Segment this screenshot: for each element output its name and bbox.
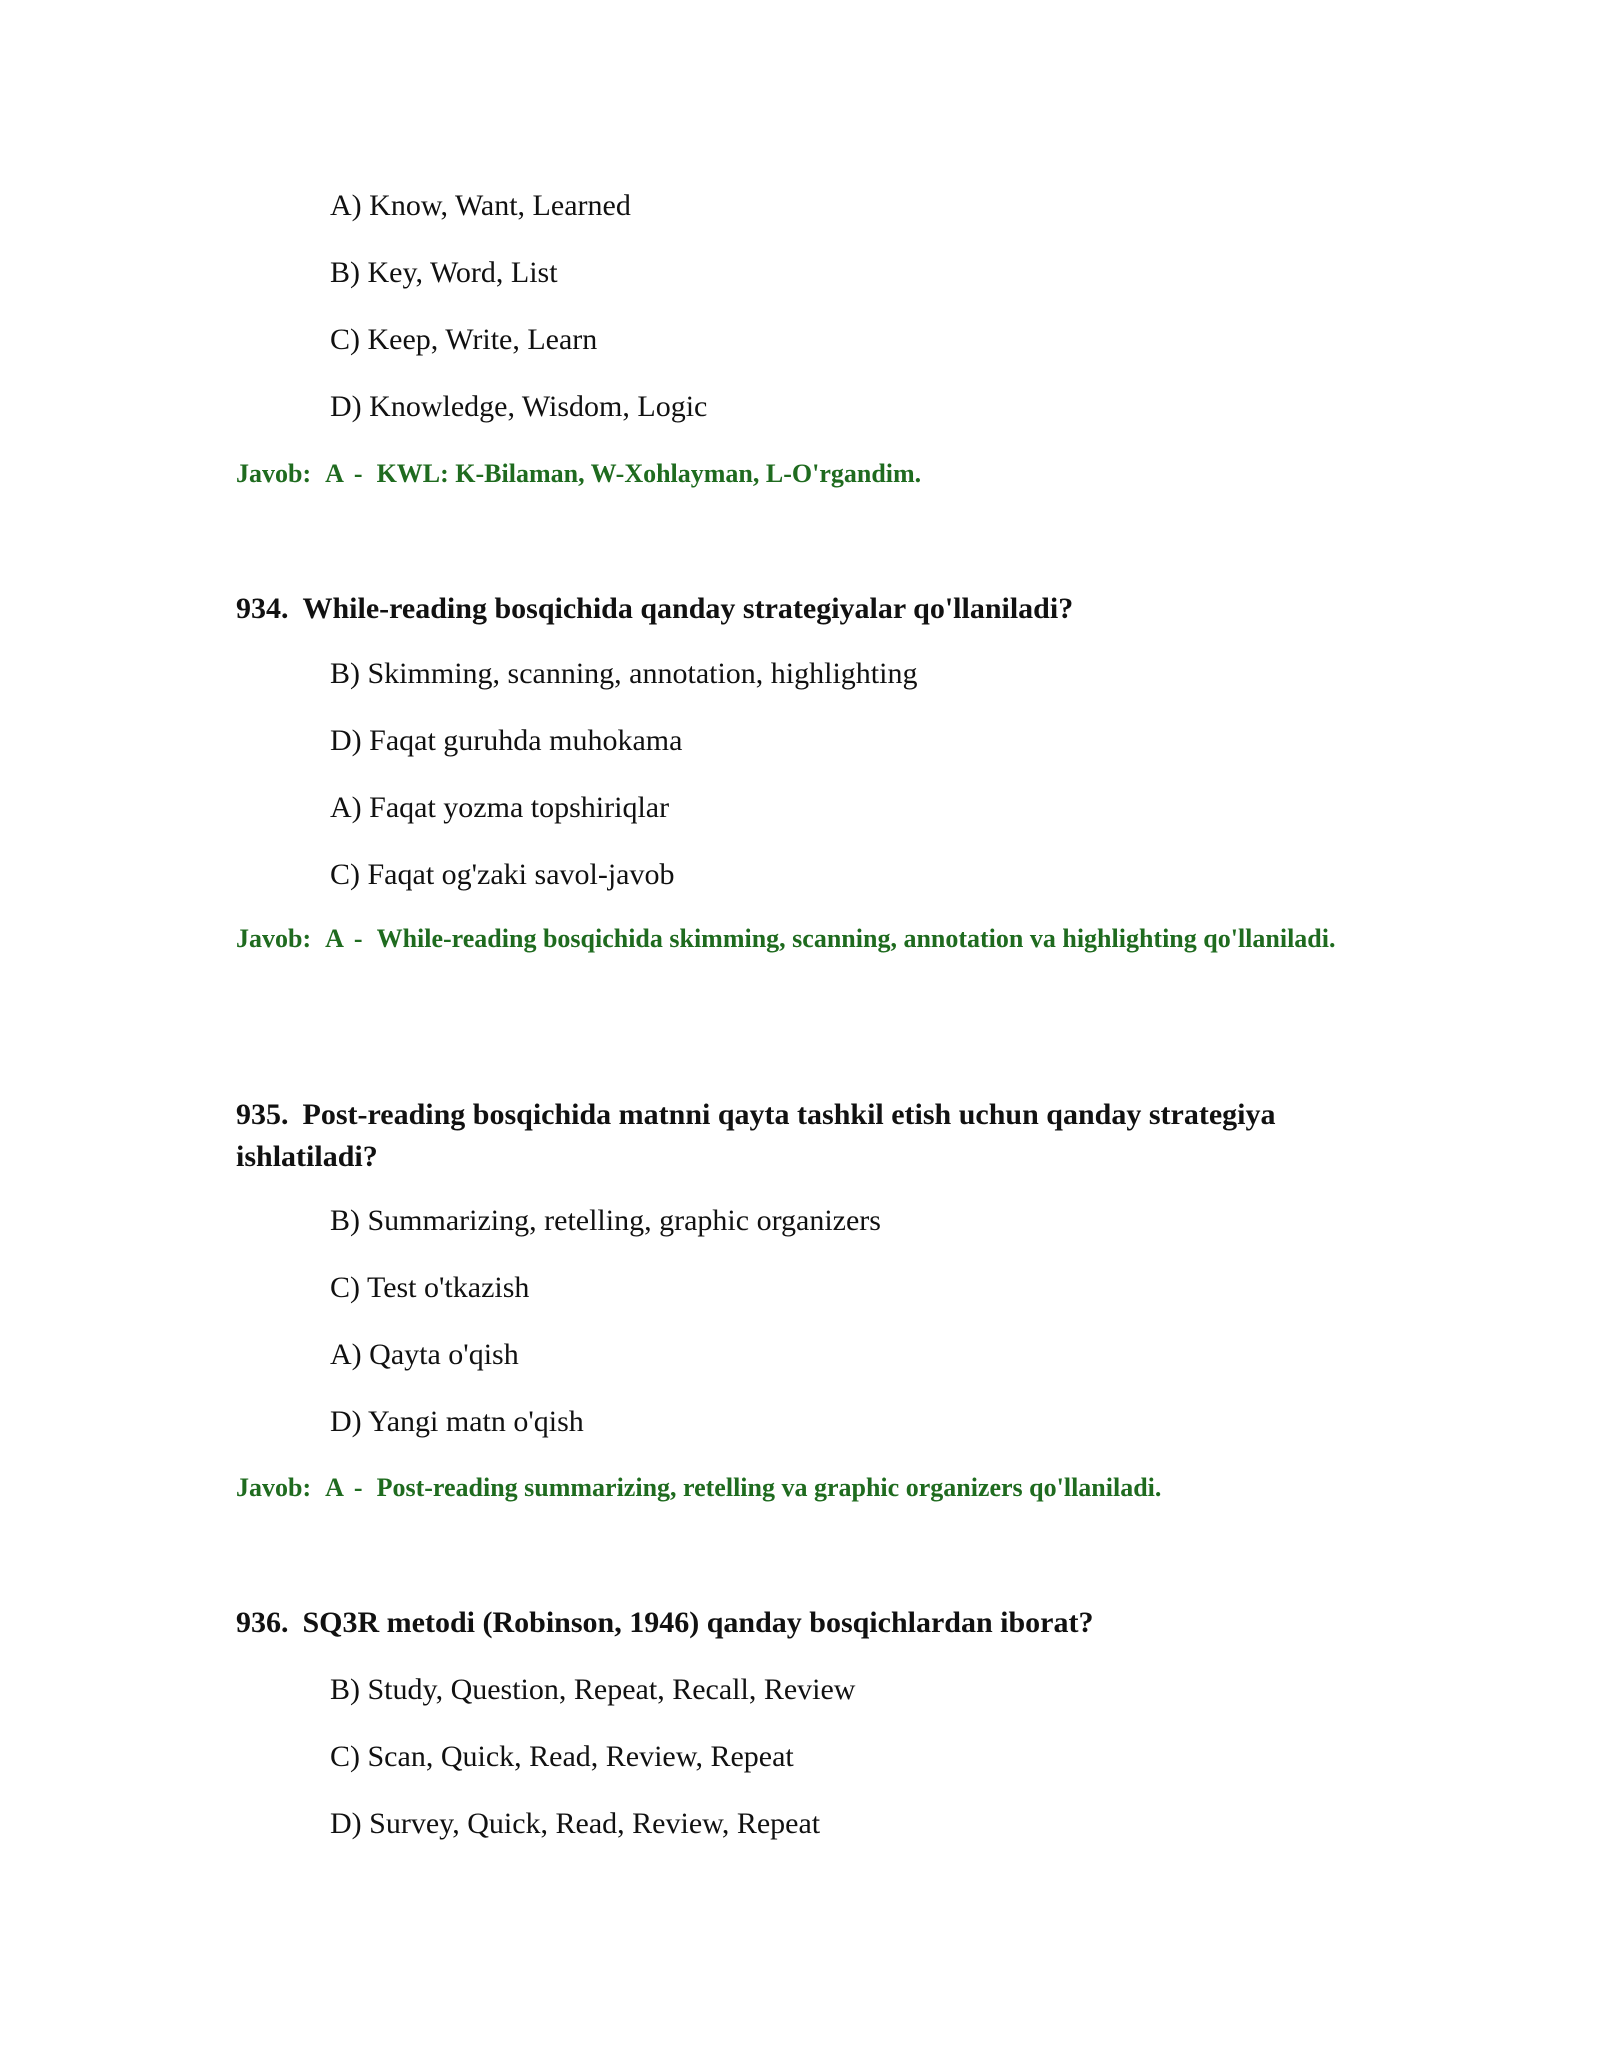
question-935 — [236, 1094, 1356, 1178]
question-text: Post-reading bosqichida matnni qayta tashkil etish uchun qanday strategiya ishlatiladi? — [236, 1098, 1276, 1173]
answer-label: Javob: — [236, 459, 312, 488]
answer-letter: A — [325, 924, 344, 953]
answer-separator: - — [353, 924, 363, 953]
option-d: D) Yangi matn o'qish — [330, 1405, 584, 1438]
answer-text: While-reading bosqichida skimming, scanning, annotation va highlighting qo'llaniladi. — [376, 924, 1336, 953]
answer-separator: - — [353, 459, 363, 488]
question-text: SQ3R metodi (Robinson, 1946) qanday bosqichlardan iborat? — [302, 1606, 1094, 1639]
option-a: A) Know, Want, Learned — [330, 189, 631, 222]
question-number: 935. — [236, 1098, 289, 1131]
option-c: C) Keep, Write, Learn — [330, 323, 598, 356]
option-a: A) Qayta o'qish — [330, 1338, 519, 1371]
answer-text: KWL: K-Bilaman, W-Xohlayman, L-O'rgandim. — [376, 459, 922, 488]
question-number: 934. — [236, 592, 289, 625]
question-text: While-reading bosqichida qanday strategiyalar qo'llaniladi? — [302, 592, 1074, 625]
answer-separator: - — [353, 1473, 363, 1502]
option-b: B) Summarizing, retelling, graphic organizers — [330, 1204, 881, 1237]
answer-line — [236, 920, 1346, 958]
option-c: C) Test o'tkazish — [330, 1271, 530, 1304]
answer-label: Javob: — [236, 924, 312, 953]
answer-label: Javob: — [236, 1473, 312, 1502]
option-d: D) Survey, Quick, Read, Review, Repeat — [330, 1807, 821, 1840]
option-b: B) Key, Word, List — [330, 256, 558, 289]
option-d: D) Faqat guruhda muhokama — [330, 724, 683, 757]
question-934 — [236, 588, 1356, 630]
answer-letter: A — [325, 1473, 344, 1502]
answer-text: Post-reading summarizing, retelling va graphic organizers qo'llaniladi. — [376, 1473, 1162, 1502]
answer-letter: A — [325, 459, 344, 488]
option-d: D) Knowledge, Wisdom, Logic — [330, 390, 708, 423]
answer-line — [236, 1469, 1346, 1507]
option-b: B) Skimming, scanning, annotation, highlighting — [330, 657, 918, 690]
answer-line — [236, 455, 1346, 493]
question-936 — [236, 1602, 1356, 1644]
option-b: B) Study, Question, Repeat, Recall, Review — [330, 1673, 856, 1706]
option-a: A) Faqat yozma topshiriqlar — [330, 791, 670, 824]
option-c: C) Scan, Quick, Read, Review, Repeat — [330, 1740, 794, 1773]
option-c: C) Faqat og'zaki savol-javob — [330, 858, 675, 891]
question-number: 936. — [236, 1606, 289, 1639]
